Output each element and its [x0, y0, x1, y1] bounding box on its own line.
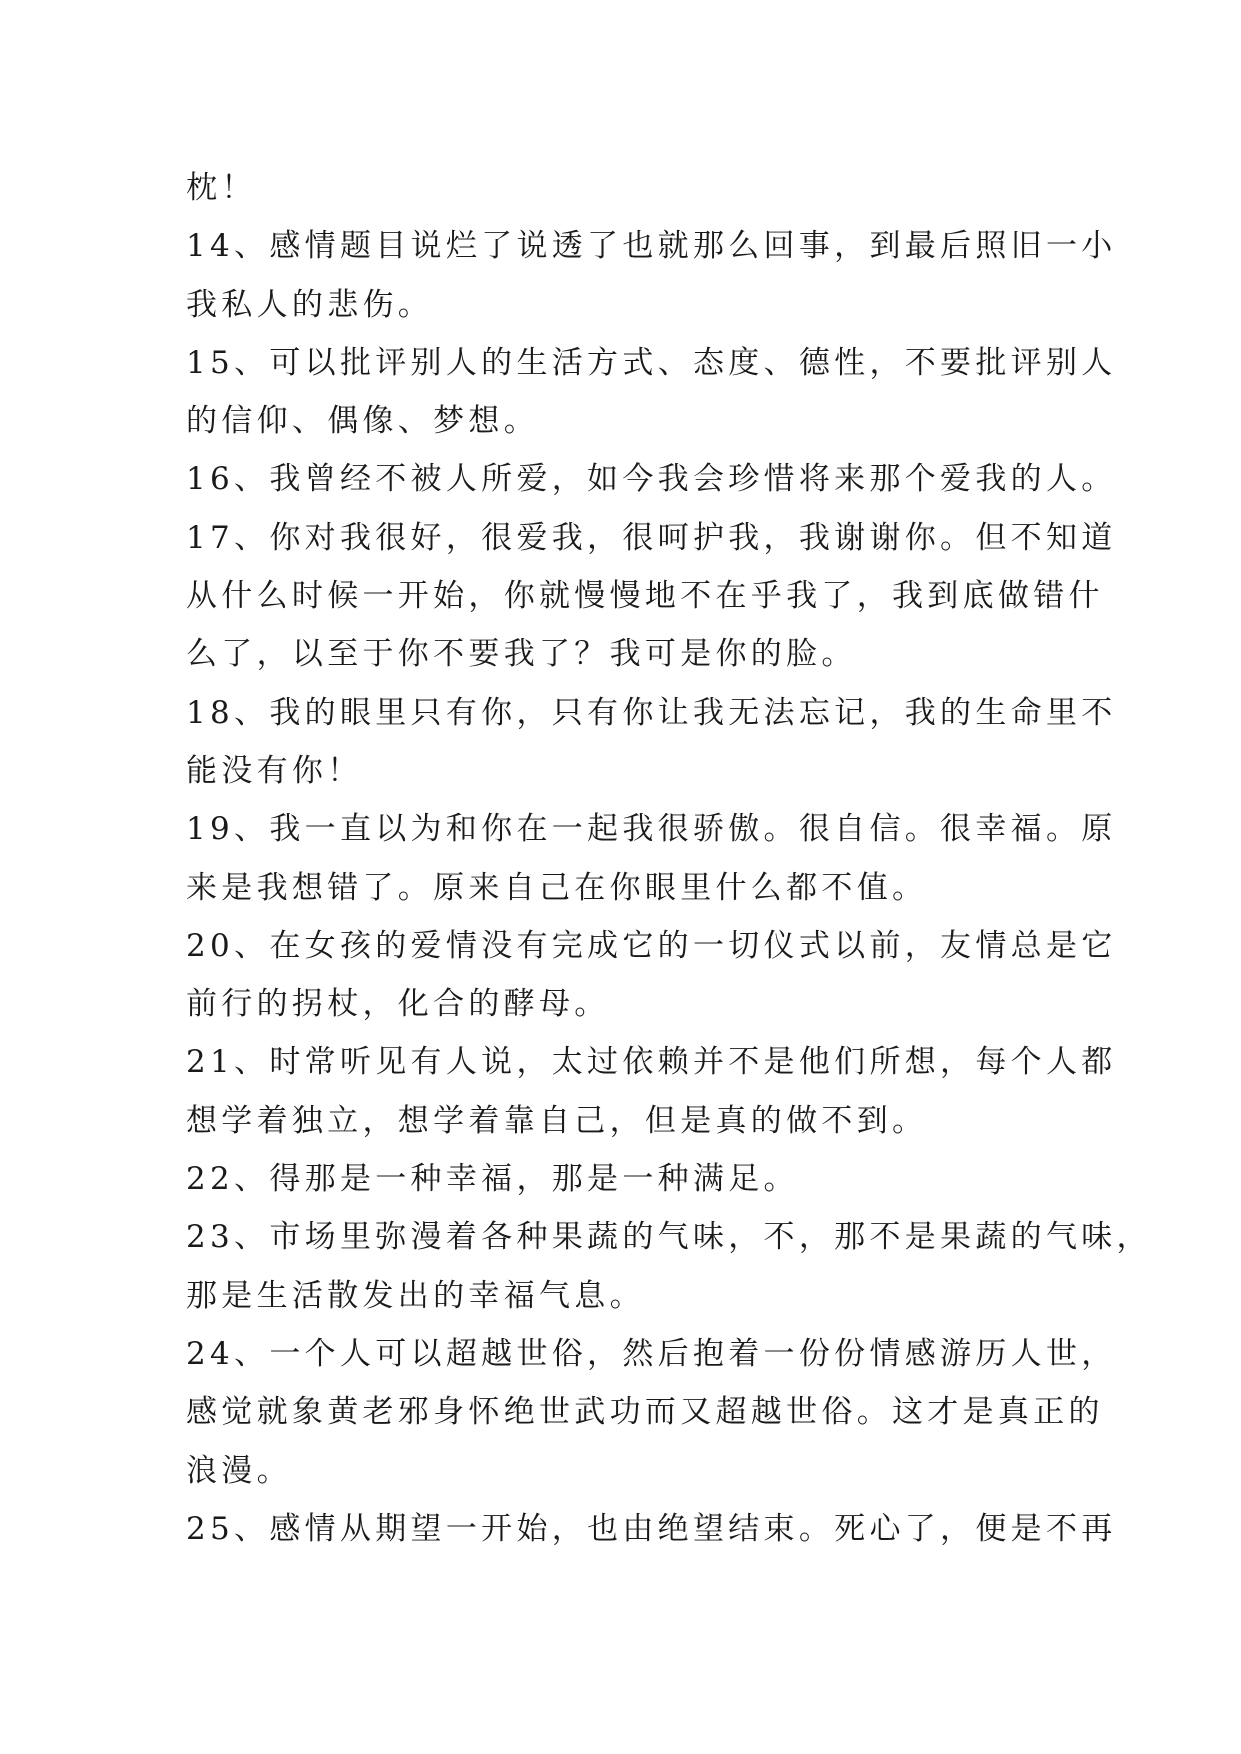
text-line: 感觉就象黄老邪身怀绝世武功而又超越世俗。这才是真正的	[186, 1394, 1104, 1431]
text-line: 能没有你！	[186, 752, 363, 789]
text-line: 那是生活散发出的幸福气息。	[186, 1277, 645, 1314]
text-line: 前行的拐杖，化合的酵母。	[186, 986, 610, 1023]
body-text	[186, 159, 1152, 1558]
text-line: 从什么时候一开始，你就慢慢地不在乎我了，我到底做错什	[186, 578, 1104, 615]
text-line: 枕！	[186, 170, 257, 206]
text-line: 18、我的眼里只有你，只有你让我无法忘记，我的生命里不	[186, 694, 1117, 731]
text-line: 24、一个人可以超越世俗，然后抱着一份份情感游历人世，	[186, 1335, 1117, 1372]
text-line: 22、得那是一种幸福，那是一种满足。	[186, 1161, 799, 1198]
text-line: 浪漫。	[186, 1452, 292, 1489]
text-line: 21、时常听见有人说，太过依赖并不是他们所想，每个人都	[186, 1044, 1117, 1081]
text-line: 14、感情题目说烂了说透了也就那么回事，到最后照旧一小	[186, 228, 1117, 265]
text-line: 17、你对我很好，很爱我，很呵护我，我谢谢你。但不知道	[186, 519, 1117, 556]
text-line: 想学着独立，想学着靠自己，但是真的做不到。	[186, 1102, 928, 1139]
text-line: 的信仰、偶像、梦想。	[186, 403, 539, 440]
text-line: 25、感情从期望一开始，也由绝望结束。死心了，便是不再	[186, 1510, 1117, 1547]
text-line: 23、市场里弥漫着各种果蔬的气味，不，那不是果蔬的气味，	[186, 1219, 1152, 1256]
text-line: 来是我想错了。原来自己在你眼里什么都不值。	[186, 869, 928, 906]
text-line: 我私人的悲伤。	[186, 286, 434, 323]
text-line: 19、我一直以为和你在一起我很骄傲。很自信。很幸福。原	[186, 811, 1117, 848]
text-line: 15、可以批评别人的生活方式、态度、德性，不要批评别人	[186, 344, 1117, 381]
text-line: 么了，以至于你不要我了？我可是你的脸。	[186, 636, 857, 673]
text-line: 20、在女孩的爱情没有完成它的一切仪式以前，友情总是它	[186, 927, 1117, 964]
text-line: 16、我曾经不被人所爱，如今我会珍惜将来那个爱我的人。	[186, 461, 1117, 498]
